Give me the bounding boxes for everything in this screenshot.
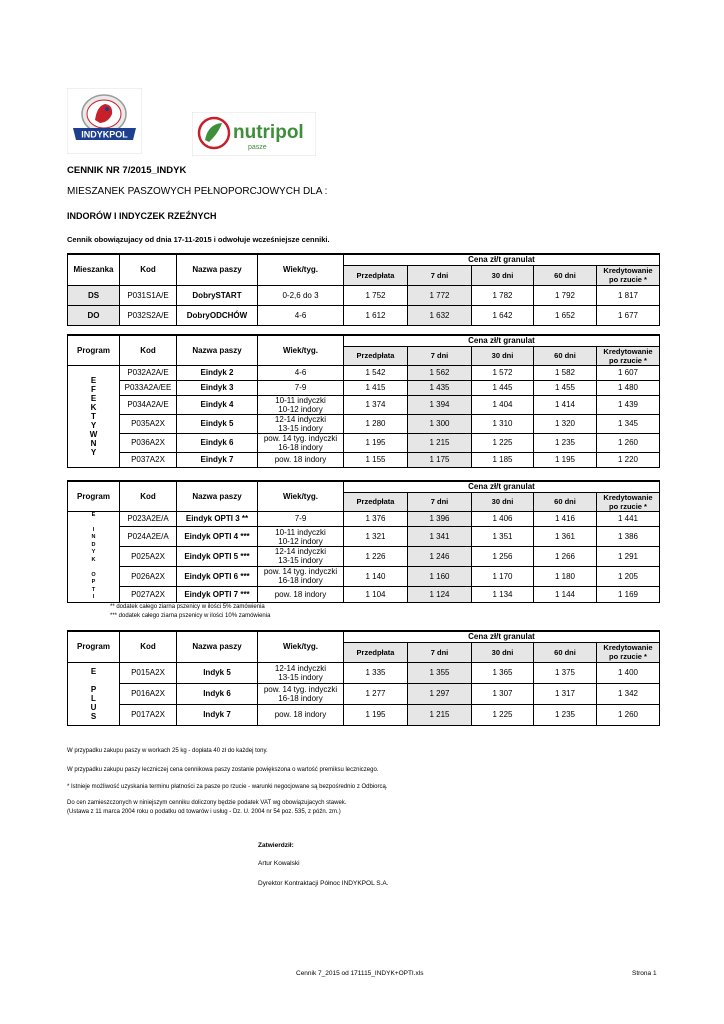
approval-label: Zatwierdził:	[258, 842, 294, 849]
30dni-header: 30 dni	[472, 346, 534, 365]
kod-cell: P035A2X	[120, 414, 177, 433]
kod-cell: P032S2A/E	[120, 305, 177, 325]
group-letter: K	[91, 556, 96, 563]
price-60dni: 1 195	[534, 452, 597, 467]
group-letter: N	[90, 438, 97, 448]
price-7dni: 1 246	[408, 547, 472, 567]
note-medicated: W przypadku zakupu paszy leczniczej cena cennikowa paszy zostanie powiększona o wartość premiksu leczniczego.	[67, 767, 379, 773]
price-przedplata: 1 280	[344, 414, 408, 433]
table-row	[68, 566, 660, 586]
wiek-cell: pow. 14 tyg. indyczki 16-18 indory	[258, 566, 344, 586]
group-letter: Y	[91, 549, 96, 555]
price-30dni: 1 365	[472, 662, 534, 683]
program-group-label	[68, 662, 120, 725]
kod-cell: P015A2X	[120, 662, 177, 683]
nazwa-cell: Eindyk 4	[177, 395, 258, 414]
wiek-cell: 10-11 indyczki 10-12 indory	[258, 395, 344, 414]
document-subtitle-2: INDORÓW I INDYCZEK RZEŹNYCH	[67, 211, 217, 221]
svg-text:pasze: pasze	[248, 144, 267, 151]
kod-cell: P034A2A/E	[120, 395, 177, 414]
note-bags: W przypadku zakupu paszy w workach 25 kg - dopłata 40 zł do każdej tony.	[67, 748, 268, 754]
price-kredyt: 1 480	[597, 380, 660, 395]
footnote: *** dodatek całego ziarna pszenicy w ilości 10% zamówienia	[110, 613, 271, 619]
nazwa-cell: Indyk 5	[177, 662, 258, 683]
kod-cell: P024A2E/A	[120, 527, 177, 547]
svg-text:nutripol: nutripol	[233, 122, 304, 143]
price-przedplata: 1 104	[344, 586, 408, 602]
price-7dni: 1 297	[408, 683, 472, 704]
table-row	[68, 305, 660, 325]
table-row	[68, 547, 660, 567]
price-przedplata: 1 415	[344, 380, 408, 395]
kod-cell: P036A2X	[120, 433, 177, 452]
60dni-header: 60 dni	[534, 642, 597, 662]
wiek-cell: pow. 14 tyg. indyczki 16-18 indory	[258, 683, 344, 704]
price-30dni: 1 225	[472, 433, 534, 452]
7dni-header: 7 dni	[408, 492, 472, 511]
group-letter: T	[91, 586, 96, 593]
price-30dni: 1 572	[472, 365, 534, 380]
price-30dni: 1 185	[472, 452, 534, 467]
price-table-plus	[67, 630, 660, 726]
price-60dni: 1 235	[534, 704, 597, 725]
price-60dni: 1 582	[534, 365, 597, 380]
price-group-header: Cena zł/t granulat	[344, 481, 660, 492]
price-7dni: 1 562	[408, 365, 472, 380]
kod-cell: P031S1A/E	[120, 285, 177, 305]
price-7dni: 1 175	[408, 452, 472, 467]
price-kredyt: 1 345	[597, 414, 660, 433]
footer-page: Strona 1	[632, 970, 657, 977]
document-title: CENNIK NR 7/2015_INDYK	[67, 165, 187, 176]
price-30dni: 1 134	[472, 586, 534, 602]
przedplata-header: Przedpłata	[344, 492, 408, 511]
footer-filename: Cennik 7_2015 od 171115_INDYK+OPTI.xls	[296, 970, 424, 977]
price-przedplata: 1 195	[344, 433, 408, 452]
wiek-cell: 12-14 indyczki 13-15 indory	[258, 662, 344, 683]
footnote: ** dodatek całego ziarna pszenicy w ilości 5% zamówienia	[110, 604, 265, 610]
nazwa-cell: Eindyk 2	[177, 365, 258, 380]
kod-cell: P033A2A/EE	[120, 380, 177, 395]
table-row	[68, 433, 660, 452]
nazwa-cell: Eindyk OPTI 7 ***	[177, 586, 258, 602]
price-60dni: 1 180	[534, 566, 597, 586]
price-przedplata: 1 321	[344, 527, 408, 547]
price-group-header: Cena zł/t granulat	[344, 254, 660, 265]
price-7dni: 1 160	[408, 566, 472, 586]
kod-cell: P023A2E/A	[120, 511, 177, 527]
note-vat: Do cen zamieszczonych w niniejszym cenniku doliczony będzie podatek VAT wg obowiązujacych stawek.	[67, 800, 347, 806]
nazwa-cell: Eindyk OPTI 6 ***	[177, 566, 258, 586]
program-group-label	[68, 511, 120, 602]
7dni-header: 7 dni	[408, 642, 472, 662]
kredyt-header: Kredytowanie po rzucie *	[597, 265, 660, 285]
price-table-basic	[67, 253, 660, 326]
price-30dni: 1 351	[472, 527, 534, 547]
kod-cell: P037A2X	[120, 452, 177, 467]
price-7dni: 1 124	[408, 586, 472, 602]
price-7dni: 1 435	[408, 380, 472, 395]
group-letter: F	[91, 384, 96, 394]
price-60dni: 1 320	[534, 414, 597, 433]
wiek-header: Wiek/tyg.	[258, 481, 344, 511]
wiek-cell: 12-14 indyczki 13-15 indory	[258, 414, 344, 433]
price-7dni: 1 341	[408, 527, 472, 547]
price-60dni: 1 266	[534, 547, 597, 567]
price-przedplata: 1 335	[344, 662, 408, 683]
group-letter: S	[90, 711, 97, 721]
price-60dni: 1 317	[534, 683, 597, 704]
price-60dni: 1 416	[534, 511, 597, 527]
30dni-header: 30 dni	[472, 492, 534, 511]
approval-name: Artur Kowalski	[258, 860, 300, 867]
document-subtitle: MIESZANEK PASZOWYCH PEŁNOPORCJOWYCH DLA :	[67, 186, 328, 197]
price-table-eindyk-opti	[67, 480, 660, 603]
group-letter: P	[90, 684, 97, 694]
kod-cell: P032A2A/E	[120, 365, 177, 380]
nazwa-cell: Eindyk OPTI 4 ***	[177, 527, 258, 547]
wiek-cell: 7-9	[258, 511, 344, 527]
wiek-cell: 12-14 indyczki 13-15 indory	[258, 547, 344, 567]
price-kredyt: 1 386	[597, 527, 660, 547]
group-letter: E	[90, 375, 97, 385]
price-30dni: 1 642	[472, 305, 534, 325]
price-30dni: 1 406	[472, 511, 534, 527]
table-row	[68, 452, 660, 467]
indykpol-logo	[67, 88, 142, 154]
price-60dni: 1 361	[534, 527, 597, 547]
group-letter: Y	[90, 447, 97, 457]
kod-cell: P025A2X	[120, 547, 177, 567]
przedplata-header: Przedpłata	[344, 265, 408, 285]
price-przedplata: 1 195	[344, 704, 408, 725]
price-przedplata: 1 612	[344, 305, 408, 325]
group-letter: P	[91, 579, 96, 585]
price-7dni: 1 396	[408, 511, 472, 527]
price-przedplata: 1 374	[344, 395, 408, 414]
first-header: Mieszanka	[68, 254, 120, 285]
table-row	[68, 395, 660, 414]
30dni-header: 30 dni	[472, 642, 534, 662]
nazwa-header: Nazwa paszy	[177, 631, 258, 662]
price-kredyt: 1 291	[597, 547, 660, 567]
approval-position: Dyrektor Kontraktacji Północ INDYKPOL S.A.	[258, 880, 389, 887]
price-30dni: 1 404	[472, 395, 534, 414]
price-przedplata: 1 752	[344, 285, 408, 305]
nazwa-cell: Eindyk 5	[177, 414, 258, 433]
7dni-header: 7 dni	[408, 346, 472, 365]
7dni-header: 7 dni	[408, 265, 472, 285]
kod-header: Kod	[120, 631, 177, 662]
kod-cell: P026A2X	[120, 566, 177, 586]
kod-cell: P017A2X	[120, 704, 177, 725]
price-30dni: 1 256	[472, 547, 534, 567]
price-group-header: Cena zł/t granulat	[344, 335, 660, 346]
price-7dni: 1 355	[408, 662, 472, 683]
price-kredyt: 1 260	[597, 704, 660, 725]
przedplata-header: Przedpłata	[344, 346, 408, 365]
nutripol-logo	[192, 112, 316, 156]
group-letter: Y	[90, 420, 97, 430]
table-row	[68, 365, 660, 380]
group-letter: W	[89, 429, 98, 439]
wiek-cell: 4-6	[258, 365, 344, 380]
30dni-header: 30 dni	[472, 265, 534, 285]
program-group-label	[68, 365, 120, 467]
nazwa-cell: Eindyk OPTI 3 **	[177, 511, 258, 527]
wiek-header: Wiek/tyg.	[258, 631, 344, 662]
nazwa-cell: Indyk 7	[177, 704, 258, 725]
price-60dni: 1 235	[534, 433, 597, 452]
nazwa-cell: DobrySTART	[177, 285, 258, 305]
60dni-header: 60 dni	[534, 265, 597, 285]
price-7dni: 1 772	[408, 285, 472, 305]
group-letter: I	[92, 594, 95, 600]
nazwa-header: Nazwa paszy	[177, 481, 258, 511]
table-row	[68, 586, 660, 602]
price-table-efektywny	[67, 334, 660, 468]
wiek-cell: 0-2,6 do 3	[258, 285, 344, 305]
mix-code: DO	[68, 305, 120, 325]
kod-header: Kod	[120, 481, 177, 511]
kredyt-header: Kredytowanie po rzucie *	[597, 492, 660, 511]
wiek-header: Wiek/tyg.	[258, 335, 344, 365]
price-7dni: 1 215	[408, 704, 472, 725]
group-letter: E	[90, 393, 97, 403]
price-60dni: 1 652	[534, 305, 597, 325]
price-kredyt: 1 677	[597, 305, 660, 325]
nazwa-cell: DobryODCHÓW	[177, 305, 258, 325]
kod-cell: P016A2X	[120, 683, 177, 704]
price-kredyt: 1 441	[597, 511, 660, 527]
group-letter: T	[91, 411, 96, 421]
table-row	[68, 285, 660, 305]
price-30dni: 1 307	[472, 683, 534, 704]
price-30dni: 1 445	[472, 380, 534, 395]
60dni-header: 60 dni	[534, 346, 597, 365]
price-przedplata: 1 226	[344, 547, 408, 567]
group-letter: U	[90, 702, 97, 712]
price-30dni: 1 225	[472, 704, 534, 725]
kod-header: Kod	[120, 335, 177, 365]
wiek-cell: pow. 14 tyg. indyczki 16-18 indory	[258, 433, 344, 452]
first-header: Program	[68, 335, 120, 365]
table-row	[68, 414, 660, 433]
group-letter: N	[91, 534, 96, 540]
wiek-cell: 7-9	[258, 380, 344, 395]
price-kredyt: 1 400	[597, 662, 660, 683]
group-letter: L	[91, 693, 96, 703]
wiek-cell: 10-11 indyczki 10-12 indory	[258, 527, 344, 547]
price-60dni: 1 792	[534, 285, 597, 305]
price-7dni: 1 632	[408, 305, 472, 325]
price-60dni: 1 375	[534, 662, 597, 683]
wiek-cell: pow. 18 indory	[258, 704, 344, 725]
price-7dni: 1 394	[408, 395, 472, 414]
group-letter: K	[90, 402, 97, 412]
nazwa-cell: Eindyk OPTI 5 ***	[177, 547, 258, 567]
nazwa-cell: Eindyk 7	[177, 452, 258, 467]
table-row	[68, 527, 660, 547]
price-kredyt: 1 342	[597, 683, 660, 704]
validity-note: Cennik obowiązujacy od dnia 17-11-2015 i odwołuje wcześniejsze cenniki.	[67, 235, 330, 244]
price-przedplata: 1 277	[344, 683, 408, 704]
price-przedplata: 1 140	[344, 566, 408, 586]
kredyt-header: Kredytowanie po rzucie *	[597, 346, 660, 365]
price-60dni: 1 144	[534, 586, 597, 602]
price-7dni: 1 215	[408, 433, 472, 452]
kod-header: Kod	[120, 254, 177, 285]
group-letter: I	[92, 526, 95, 533]
price-30dni: 1 782	[472, 285, 534, 305]
price-kredyt: 1 607	[597, 365, 660, 380]
wiek-cell: 4-6	[258, 305, 344, 325]
wiek-cell: pow. 18 indory	[258, 586, 344, 602]
price-kredyt: 1 169	[597, 586, 660, 602]
price-group-header: Cena zł/t granulat	[344, 631, 660, 642]
price-kredyt: 1 817	[597, 285, 660, 305]
group-letter: D	[91, 541, 96, 548]
group-letter: E	[91, 511, 96, 518]
table-row	[68, 683, 660, 704]
price-kredyt: 1 205	[597, 566, 660, 586]
60dni-header: 60 dni	[534, 492, 597, 511]
przedplata-header: Przedpłata	[344, 642, 408, 662]
nazwa-cell: Eindyk 3	[177, 380, 258, 395]
note-payment: * Istnieje możliwość uzyskania terminu płatności za pasze po rzucie - warunki negocjowane są bezpośrednio z Odbiorcą.	[67, 784, 388, 790]
kredyt-header: Kredytowanie po rzucie *	[597, 642, 660, 662]
price-kredyt: 1 439	[597, 395, 660, 414]
table-row	[68, 662, 660, 683]
price-60dni: 1 414	[534, 395, 597, 414]
group-letter: O	[91, 571, 96, 578]
table-row	[68, 704, 660, 725]
price-30dni: 1 310	[472, 414, 534, 433]
wiek-header: Wiek/tyg.	[258, 254, 344, 285]
price-przedplata: 1 376	[344, 511, 408, 527]
table-row	[68, 380, 660, 395]
first-header: Program	[68, 481, 120, 511]
nazwa-cell: Indyk 6	[177, 683, 258, 704]
wiek-cell: pow. 18 indory	[258, 452, 344, 467]
price-przedplata: 1 542	[344, 365, 408, 380]
mix-code: DS	[68, 285, 120, 305]
note-law: (Ustawa z 11 marca 2004 roku o podatku od towarów i usług - Dz. U. 2004 nr 54 poz. 535, z późn. zm.)	[67, 809, 341, 815]
price-7dni: 1 300	[408, 414, 472, 433]
price-kredyt: 1 220	[597, 452, 660, 467]
price-60dni: 1 455	[534, 380, 597, 395]
kod-cell: P027A2X	[120, 586, 177, 602]
nazwa-header: Nazwa paszy	[177, 254, 258, 285]
first-header: Program	[68, 631, 120, 662]
price-przedplata: 1 155	[344, 452, 408, 467]
group-letter: E	[90, 666, 97, 676]
nazwa-cell: Eindyk 6	[177, 433, 258, 452]
price-30dni: 1 170	[472, 566, 534, 586]
price-kredyt: 1 260	[597, 433, 660, 452]
svg-text:INDYKPOL: INDYKPOL	[81, 129, 128, 140]
table-row	[68, 511, 660, 527]
nazwa-header: Nazwa paszy	[177, 335, 258, 365]
